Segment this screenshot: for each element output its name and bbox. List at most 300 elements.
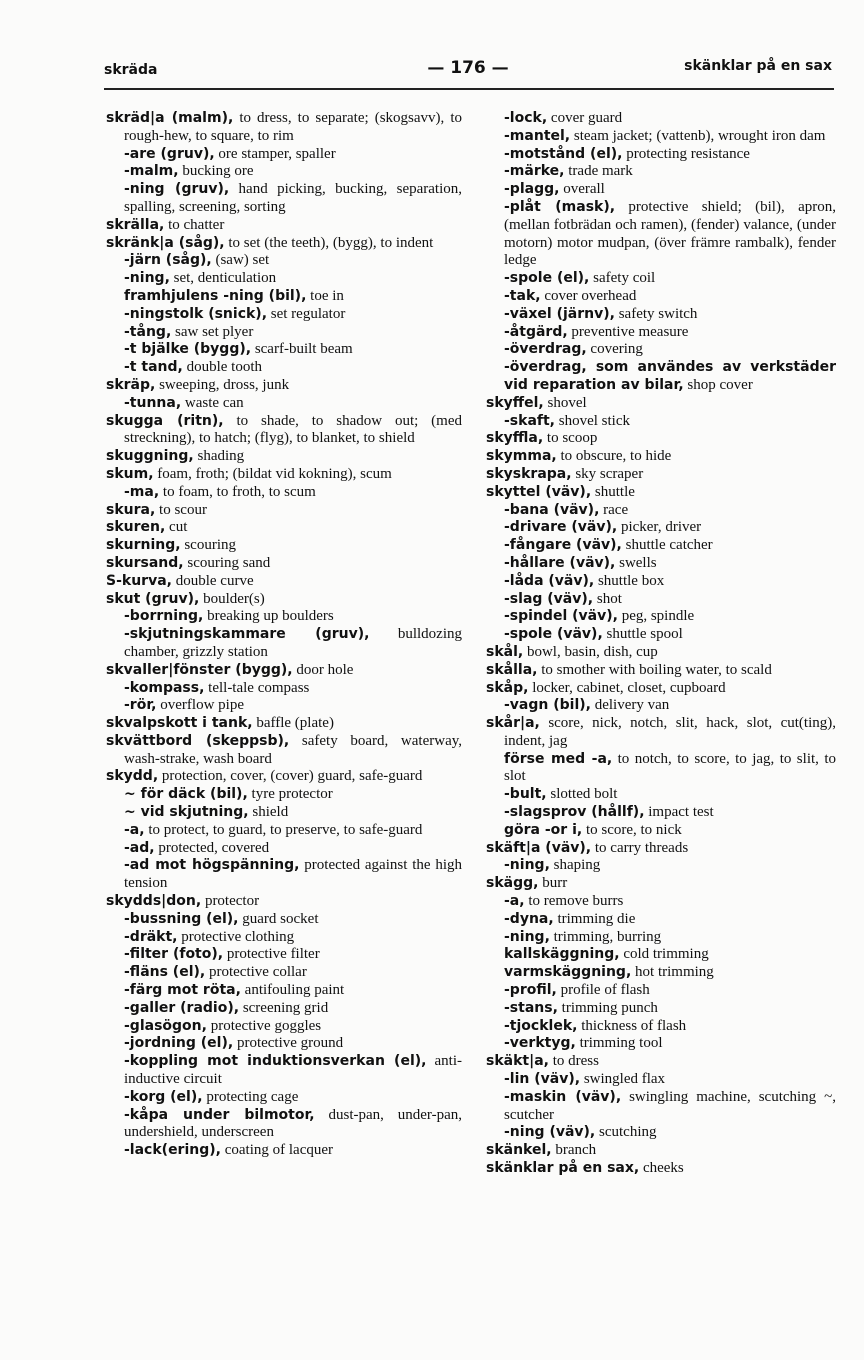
entry-translation: swingling machine, scutching ~, scutcher xyxy=(504,1088,836,1123)
headword-entry xyxy=(106,413,462,449)
entry-term: skår|a, xyxy=(486,715,540,732)
entry-term: förse med -a, xyxy=(504,750,613,767)
subentry xyxy=(486,608,836,626)
subentry xyxy=(486,1000,836,1018)
entry-translation: scouring sand xyxy=(183,554,271,571)
entry-translation: protector xyxy=(201,893,260,910)
entry-term: -motstånd (el), xyxy=(504,145,623,162)
entry-translation: bucking ore xyxy=(178,163,254,180)
entry-translation: protective clothing xyxy=(177,928,295,945)
entry-translation: trade mark xyxy=(564,163,633,180)
entry-translation: (saw) set xyxy=(211,252,270,269)
entry-term: skrälla, xyxy=(106,216,165,233)
entry-translation: cover overhead xyxy=(540,287,637,304)
entry-translation: protecting resistance xyxy=(622,145,750,162)
entry-term: skydd, xyxy=(106,768,159,785)
entry-term: skäft|a (väv), xyxy=(486,839,592,856)
entry-translation: hot trimming xyxy=(631,964,714,981)
entry-translation: shovel stick xyxy=(555,412,631,429)
headword-entry xyxy=(486,662,836,680)
entry-translation: shuttle catcher xyxy=(621,537,713,554)
entry-translation: shot xyxy=(593,590,622,607)
right-column xyxy=(486,110,836,1178)
entry-translation: set regulator xyxy=(267,305,346,322)
headword-entry xyxy=(486,1053,836,1071)
header-rule xyxy=(104,88,834,90)
entry-term: -profil, xyxy=(504,982,557,999)
entry-translation: protective goggles xyxy=(206,1017,322,1034)
entry-translation: swells xyxy=(615,554,657,571)
entry-term: -kompass, xyxy=(124,679,205,696)
entry-translation: breaking up boulders xyxy=(203,608,334,625)
entry-translation: bulldozing chamber, grizzly station xyxy=(124,626,462,660)
entry-term: skugga (ritn), xyxy=(106,412,224,429)
entry-term: -lin (väv), xyxy=(504,1071,581,1088)
entry-translation: peg, spindle xyxy=(617,608,695,625)
entry-translation: trimming tool xyxy=(575,1035,663,1052)
entry-term: -plåt (mask), xyxy=(504,198,616,215)
subentry xyxy=(486,982,836,1000)
entry-term: -ning (gruv), xyxy=(124,181,230,198)
entry-term: -ad mot högspänning, xyxy=(124,857,300,874)
entry-term: -överdrag, som användes av verkstäder vid reparation av bilar, xyxy=(504,359,836,393)
entry-translation: overflow pipe xyxy=(156,697,244,714)
headword-entry xyxy=(106,235,462,253)
entry-term: -verktyg, xyxy=(504,1035,576,1052)
subentry xyxy=(486,181,836,199)
headword-entry xyxy=(106,110,462,146)
entry-translation: trimming, burring xyxy=(549,928,662,945)
entry-term: göra -or i, xyxy=(504,821,583,838)
entry-term: skvaller|fönster (bygg), xyxy=(106,661,293,678)
entry-term: skäkt|a, xyxy=(486,1053,549,1070)
entry-term: skvättbord (skeppsb), xyxy=(106,732,290,749)
entry-term: -rör, xyxy=(124,697,157,714)
subentry xyxy=(486,537,836,555)
subentry xyxy=(106,1053,462,1089)
entry-term: -låda (väv), xyxy=(504,572,595,589)
entry-translation: tell-tale compass xyxy=(204,679,310,696)
entry-term: -t bjälke (bygg), xyxy=(124,341,252,358)
page-number: — 176 — xyxy=(427,58,509,78)
subentry xyxy=(106,252,462,270)
entry-term: -tunna, xyxy=(124,394,182,411)
entry-translation: to foam, to froth, to scum xyxy=(159,483,316,500)
subentry xyxy=(486,964,836,982)
subentry xyxy=(486,1089,836,1125)
entry-translation: set, denticulation xyxy=(169,270,277,287)
subentry xyxy=(486,697,836,715)
subentry xyxy=(486,626,836,644)
entry-translation: saw set plyer xyxy=(171,323,254,340)
entry-translation: to scoop xyxy=(543,430,598,447)
entry-translation: to carry threads xyxy=(591,839,689,856)
subentry xyxy=(106,484,462,502)
headword-entry xyxy=(106,502,462,520)
entry-translation: dust-pan, under-pan, undershield, underscreen xyxy=(124,1106,462,1141)
entry-translation: screening grid xyxy=(239,999,329,1016)
header-left-guideword: skräda xyxy=(104,62,158,78)
subentry xyxy=(486,324,836,342)
subentry xyxy=(486,146,836,164)
entry-translation: sweeping, dross, junk xyxy=(155,376,290,393)
entry-translation: swingled flax xyxy=(580,1071,666,1088)
entry-term: -filter (foto), xyxy=(124,946,224,963)
entry-translation: safety switch xyxy=(614,305,698,322)
subentry xyxy=(106,324,462,342)
subentry xyxy=(106,270,462,288)
entry-translation: to notch, to score, to jag, to slit, to slot xyxy=(504,750,836,785)
entry-translation: coating of lacquer xyxy=(220,1142,333,1159)
entry-term: -överdrag, xyxy=(504,341,587,358)
entry-translation: protected against the high tension xyxy=(124,857,462,892)
entry-translation: branch xyxy=(551,1142,597,1159)
entry-translation: toe in xyxy=(306,287,344,304)
subentry xyxy=(106,1000,462,1018)
entry-term: -korg (el), xyxy=(124,1088,203,1105)
entry-translation: slotted bolt xyxy=(546,786,618,803)
entry-term: -a, xyxy=(504,893,525,910)
subentry xyxy=(486,502,836,520)
page-header xyxy=(104,58,832,84)
subentry xyxy=(106,946,462,964)
entry-term: -ad, xyxy=(124,839,155,856)
entry-translation: guard socket xyxy=(238,910,319,927)
subentry xyxy=(486,804,836,822)
entry-term: -spindel (väv), xyxy=(504,608,618,625)
subentry xyxy=(106,804,462,822)
entry-term: -växel (järnv), xyxy=(504,305,615,322)
headword-entry xyxy=(106,893,462,911)
subentry xyxy=(486,270,836,288)
entry-term: skum, xyxy=(106,465,154,482)
entry-translation: hand picking, bucking, separation, spalling, screening, sorting xyxy=(124,181,462,215)
entry-translation: preventive measure xyxy=(567,323,689,340)
entry-term: -spole (el), xyxy=(504,270,590,287)
entry-term: skål, xyxy=(486,643,524,660)
entry-translation: cut xyxy=(165,519,188,536)
entry-translation: cold trimming xyxy=(619,946,709,963)
headword-entry xyxy=(106,448,462,466)
subentry xyxy=(486,519,836,537)
entry-term: skränk|a (såg), xyxy=(106,234,225,251)
entry-term: skåp, xyxy=(486,679,529,696)
headword-entry xyxy=(106,555,462,573)
subentry xyxy=(106,306,462,324)
headword-entry xyxy=(106,217,462,235)
entry-translation: antifouling paint xyxy=(240,982,345,999)
subentry xyxy=(486,1018,836,1036)
entry-term: -ning, xyxy=(504,857,550,874)
entry-translation: shuttle xyxy=(591,483,635,500)
entry-term: -ning (väv), xyxy=(504,1124,596,1141)
subentry xyxy=(486,1071,836,1089)
subentry xyxy=(106,964,462,982)
entry-translation: picker, driver xyxy=(617,519,702,536)
entry-translation: door hole xyxy=(292,661,354,678)
headword-entry xyxy=(486,1142,836,1160)
entry-translation: protective ground xyxy=(233,1035,344,1052)
entry-term: -vagn (bil), xyxy=(504,697,591,714)
entry-translation: cheeks xyxy=(639,1160,684,1177)
entry-translation: covering xyxy=(586,341,643,358)
entry-translation: protected, covered xyxy=(154,839,270,856)
entry-translation: overall xyxy=(559,181,605,198)
subentry xyxy=(106,840,462,858)
entry-term: -kåpa under bilmotor, xyxy=(124,1106,315,1123)
entry-term: skura, xyxy=(106,501,156,518)
entry-translation: to score, to nick xyxy=(582,821,682,838)
subentry xyxy=(106,786,462,804)
entry-term: -bana (väv), xyxy=(504,501,600,518)
entry-term: ~ vid skjutning, xyxy=(124,804,249,821)
entry-term: -slag (väv), xyxy=(504,590,594,607)
entry-translation: delivery van xyxy=(590,697,670,714)
headword-entry xyxy=(486,875,836,893)
entry-translation: impact test xyxy=(644,804,714,821)
entry-translation: to dress xyxy=(548,1053,599,1070)
entry-translation: protective shield; (bil), apron, (mellan fotbrädan och ramen), (fender) valance, (under motorn) motor mudpan, (över främre rambalk), fender ledge xyxy=(504,198,836,269)
entry-translation: locker, cabinet, closet, cupboard xyxy=(528,679,726,696)
entry-translation: profile of flash xyxy=(556,982,650,999)
subentry xyxy=(486,929,836,947)
subentry xyxy=(106,822,462,840)
subentry xyxy=(486,573,836,591)
entry-translation: steam jacket; (vattenb), wrought iron dam xyxy=(570,127,826,144)
subentry xyxy=(486,288,836,306)
entry-term: -dräkt, xyxy=(124,928,178,945)
subentry xyxy=(106,146,462,164)
header-right-guideword: skänklar på en sax xyxy=(684,58,832,74)
entry-translation: scouring xyxy=(180,537,237,554)
entry-term: -ning, xyxy=(124,270,170,287)
entry-term: -lack(ering), xyxy=(124,1142,221,1159)
headword-entry xyxy=(106,573,462,591)
subentry xyxy=(486,128,836,146)
subentry xyxy=(486,751,836,787)
entry-translation: trimming die xyxy=(553,910,636,927)
entry-term: skuren, xyxy=(106,519,166,536)
subentry xyxy=(486,341,836,359)
subentry xyxy=(486,110,836,128)
entry-term: skut (gruv), xyxy=(106,590,200,607)
entry-translation: race xyxy=(599,501,629,518)
subentry xyxy=(486,163,836,181)
entry-term: -dyna, xyxy=(504,910,554,927)
subentry xyxy=(106,697,462,715)
entry-term: skräd|a (malm), xyxy=(106,110,234,126)
entry-translation: shuttle spool xyxy=(602,626,683,643)
subentry xyxy=(106,288,462,306)
entry-translation: tyre protector xyxy=(247,786,333,803)
subentry xyxy=(106,163,462,181)
entry-term: -glasögon, xyxy=(124,1017,207,1034)
entry-translation: foam, froth; (bildat vid kokning), scum xyxy=(153,465,392,482)
entry-translation: to protect, to guard, to preserve, to safe-guard xyxy=(144,821,423,838)
headword-entry xyxy=(486,680,836,698)
entry-term: skyskrapa, xyxy=(486,465,572,482)
entry-term: skräp, xyxy=(106,376,156,393)
entry-term: skuggning, xyxy=(106,448,194,465)
headword-entry xyxy=(106,591,462,609)
entry-term: -maskin (väv), xyxy=(504,1088,622,1105)
headword-entry xyxy=(106,466,462,484)
entry-term: -plagg, xyxy=(504,181,560,198)
entry-term: -mantel, xyxy=(504,127,571,144)
entry-term: -hållare (väv), xyxy=(504,554,616,571)
subentry xyxy=(486,946,836,964)
subentry xyxy=(486,555,836,573)
headword-entry xyxy=(486,840,836,858)
entry-term: framhjulens -ning (bil), xyxy=(124,287,307,304)
subentry xyxy=(106,929,462,947)
entry-term: skurning, xyxy=(106,537,181,554)
entry-translation: double curve xyxy=(171,572,254,589)
entry-translation: burr xyxy=(538,875,568,892)
subentry xyxy=(106,911,462,929)
entry-term: -skaft, xyxy=(504,412,556,429)
headword-entry xyxy=(486,1160,836,1178)
subentry xyxy=(486,822,836,840)
entry-translation: to smother with boiling water, to scald xyxy=(537,661,772,678)
subentry xyxy=(486,786,836,804)
subentry xyxy=(106,857,462,893)
entry-term: -fläns (el), xyxy=(124,964,206,981)
entry-term: -bult, xyxy=(504,786,547,803)
entry-translation: protective collar xyxy=(205,964,307,981)
entry-translation: to scour xyxy=(155,501,207,518)
headword-entry xyxy=(486,448,836,466)
subentry xyxy=(486,199,836,270)
subentry xyxy=(106,1089,462,1107)
subentry xyxy=(106,1018,462,1036)
entry-term: -borrning, xyxy=(124,608,204,625)
entry-translation: shading xyxy=(193,448,245,465)
headword-entry xyxy=(486,715,836,751)
entry-term: -ma, xyxy=(124,483,160,500)
entry-term: skänklar på en sax, xyxy=(486,1160,640,1177)
entry-term: ~ för däck (bil), xyxy=(124,786,248,803)
entry-translation: shuttle box xyxy=(594,572,665,589)
entry-term: skyffel, xyxy=(486,394,544,411)
subentry xyxy=(106,181,462,217)
headword-entry xyxy=(486,430,836,448)
entry-translation: to dress, to separate; (skogsavv), to rough-hew, to square, to rim xyxy=(124,110,462,144)
entry-term: -tjocklek, xyxy=(504,1017,578,1034)
subentry xyxy=(486,857,836,875)
entry-translation: safety board, waterway, wash-strake, wash board xyxy=(124,732,462,767)
entry-translation: scarf-built beam xyxy=(251,341,353,358)
entry-term: -galler (radio), xyxy=(124,999,240,1016)
subentry xyxy=(106,1107,462,1143)
entry-term: S-kurva, xyxy=(106,572,172,589)
entry-translation: shop cover xyxy=(683,376,753,393)
subentry xyxy=(106,395,462,413)
entry-term: varmskäggning, xyxy=(504,964,632,981)
entry-translation: shovel xyxy=(543,394,587,411)
entry-term: -a, xyxy=(124,821,145,838)
entry-term: skvalpskott i tank, xyxy=(106,715,253,732)
entry-term: skyffla, xyxy=(486,430,544,447)
subentry xyxy=(106,1035,462,1053)
headword-entry xyxy=(106,519,462,537)
headword-entry xyxy=(106,537,462,555)
entry-translation: to obscure, to hide xyxy=(556,448,672,465)
subentry xyxy=(486,591,836,609)
subentry xyxy=(486,413,836,431)
subentry xyxy=(106,982,462,1000)
entry-term: skålla, xyxy=(486,661,538,678)
entry-term: kallskäggning, xyxy=(504,946,620,963)
entry-translation: shaping xyxy=(549,857,601,874)
entry-translation: shield xyxy=(248,804,289,821)
headword-entry xyxy=(106,715,462,733)
subentry xyxy=(486,1035,836,1053)
subentry xyxy=(486,893,836,911)
headword-entry xyxy=(106,733,462,769)
entry-term: -malm, xyxy=(124,163,179,180)
subentry xyxy=(106,359,462,377)
entry-term: -järn (såg), xyxy=(124,252,212,269)
headword-entry xyxy=(486,484,836,502)
entry-term: -skjutningskammare (gruv), xyxy=(124,626,370,643)
entry-translation: score, nick, notch, slit, hack, slot, cut(ting), indent, jag xyxy=(504,715,836,749)
entry-term: -ning, xyxy=(504,928,550,945)
subentry xyxy=(486,1124,836,1142)
entry-translation: to shade, to shadow out; (med streckning), to hatch; (flyg), to blanket, to shield xyxy=(124,412,462,447)
subentry xyxy=(486,911,836,929)
left-column xyxy=(106,110,462,1160)
entry-term: skyttel (väv), xyxy=(486,483,592,500)
entry-term: -are (gruv), xyxy=(124,145,215,162)
entry-translation: to remove burrs xyxy=(524,893,624,910)
headword-entry xyxy=(106,768,462,786)
entry-translation: waste can xyxy=(181,394,244,411)
subentry xyxy=(106,626,462,662)
entry-translation: boulder(s) xyxy=(199,590,265,607)
entry-term: -koppling mot induktionsverkan (el), xyxy=(124,1053,427,1070)
entry-term: -tak, xyxy=(504,287,541,304)
entry-term: skägg, xyxy=(486,875,539,892)
entry-term: -t tand, xyxy=(124,359,183,376)
entry-translation: trimming punch xyxy=(557,999,658,1016)
entry-term: -åtgärd, xyxy=(504,323,568,340)
entry-translation: cover guard xyxy=(547,110,623,126)
entry-term: -jordning (el), xyxy=(124,1035,234,1052)
entry-translation: double tooth xyxy=(182,359,262,376)
entry-translation: ore stamper, spaller xyxy=(214,145,336,162)
headword-entry xyxy=(486,395,836,413)
subentry xyxy=(106,680,462,698)
entry-term: -bussning (el), xyxy=(124,910,239,927)
entry-term: skymma, xyxy=(486,448,557,465)
entry-translation: safety coil xyxy=(589,270,656,287)
entry-term: -märke, xyxy=(504,163,565,180)
entry-translation: protective filter xyxy=(223,946,320,963)
entry-term: -spole (väv), xyxy=(504,626,603,643)
entry-translation: anti-inductive circuit xyxy=(124,1053,462,1088)
entry-translation: bowl, basin, dish, cup xyxy=(523,643,658,660)
entry-term: -lock, xyxy=(504,110,548,126)
entry-term: -färg mot röta, xyxy=(124,982,241,999)
entry-term: skursand, xyxy=(106,554,184,571)
entry-translation: protecting cage xyxy=(202,1088,299,1105)
subentry xyxy=(106,341,462,359)
subentry xyxy=(106,608,462,626)
entry-term: -fångare (väv), xyxy=(504,537,622,554)
entry-translation: baffle (plate) xyxy=(252,715,334,732)
entry-term: skänkel, xyxy=(486,1142,552,1159)
